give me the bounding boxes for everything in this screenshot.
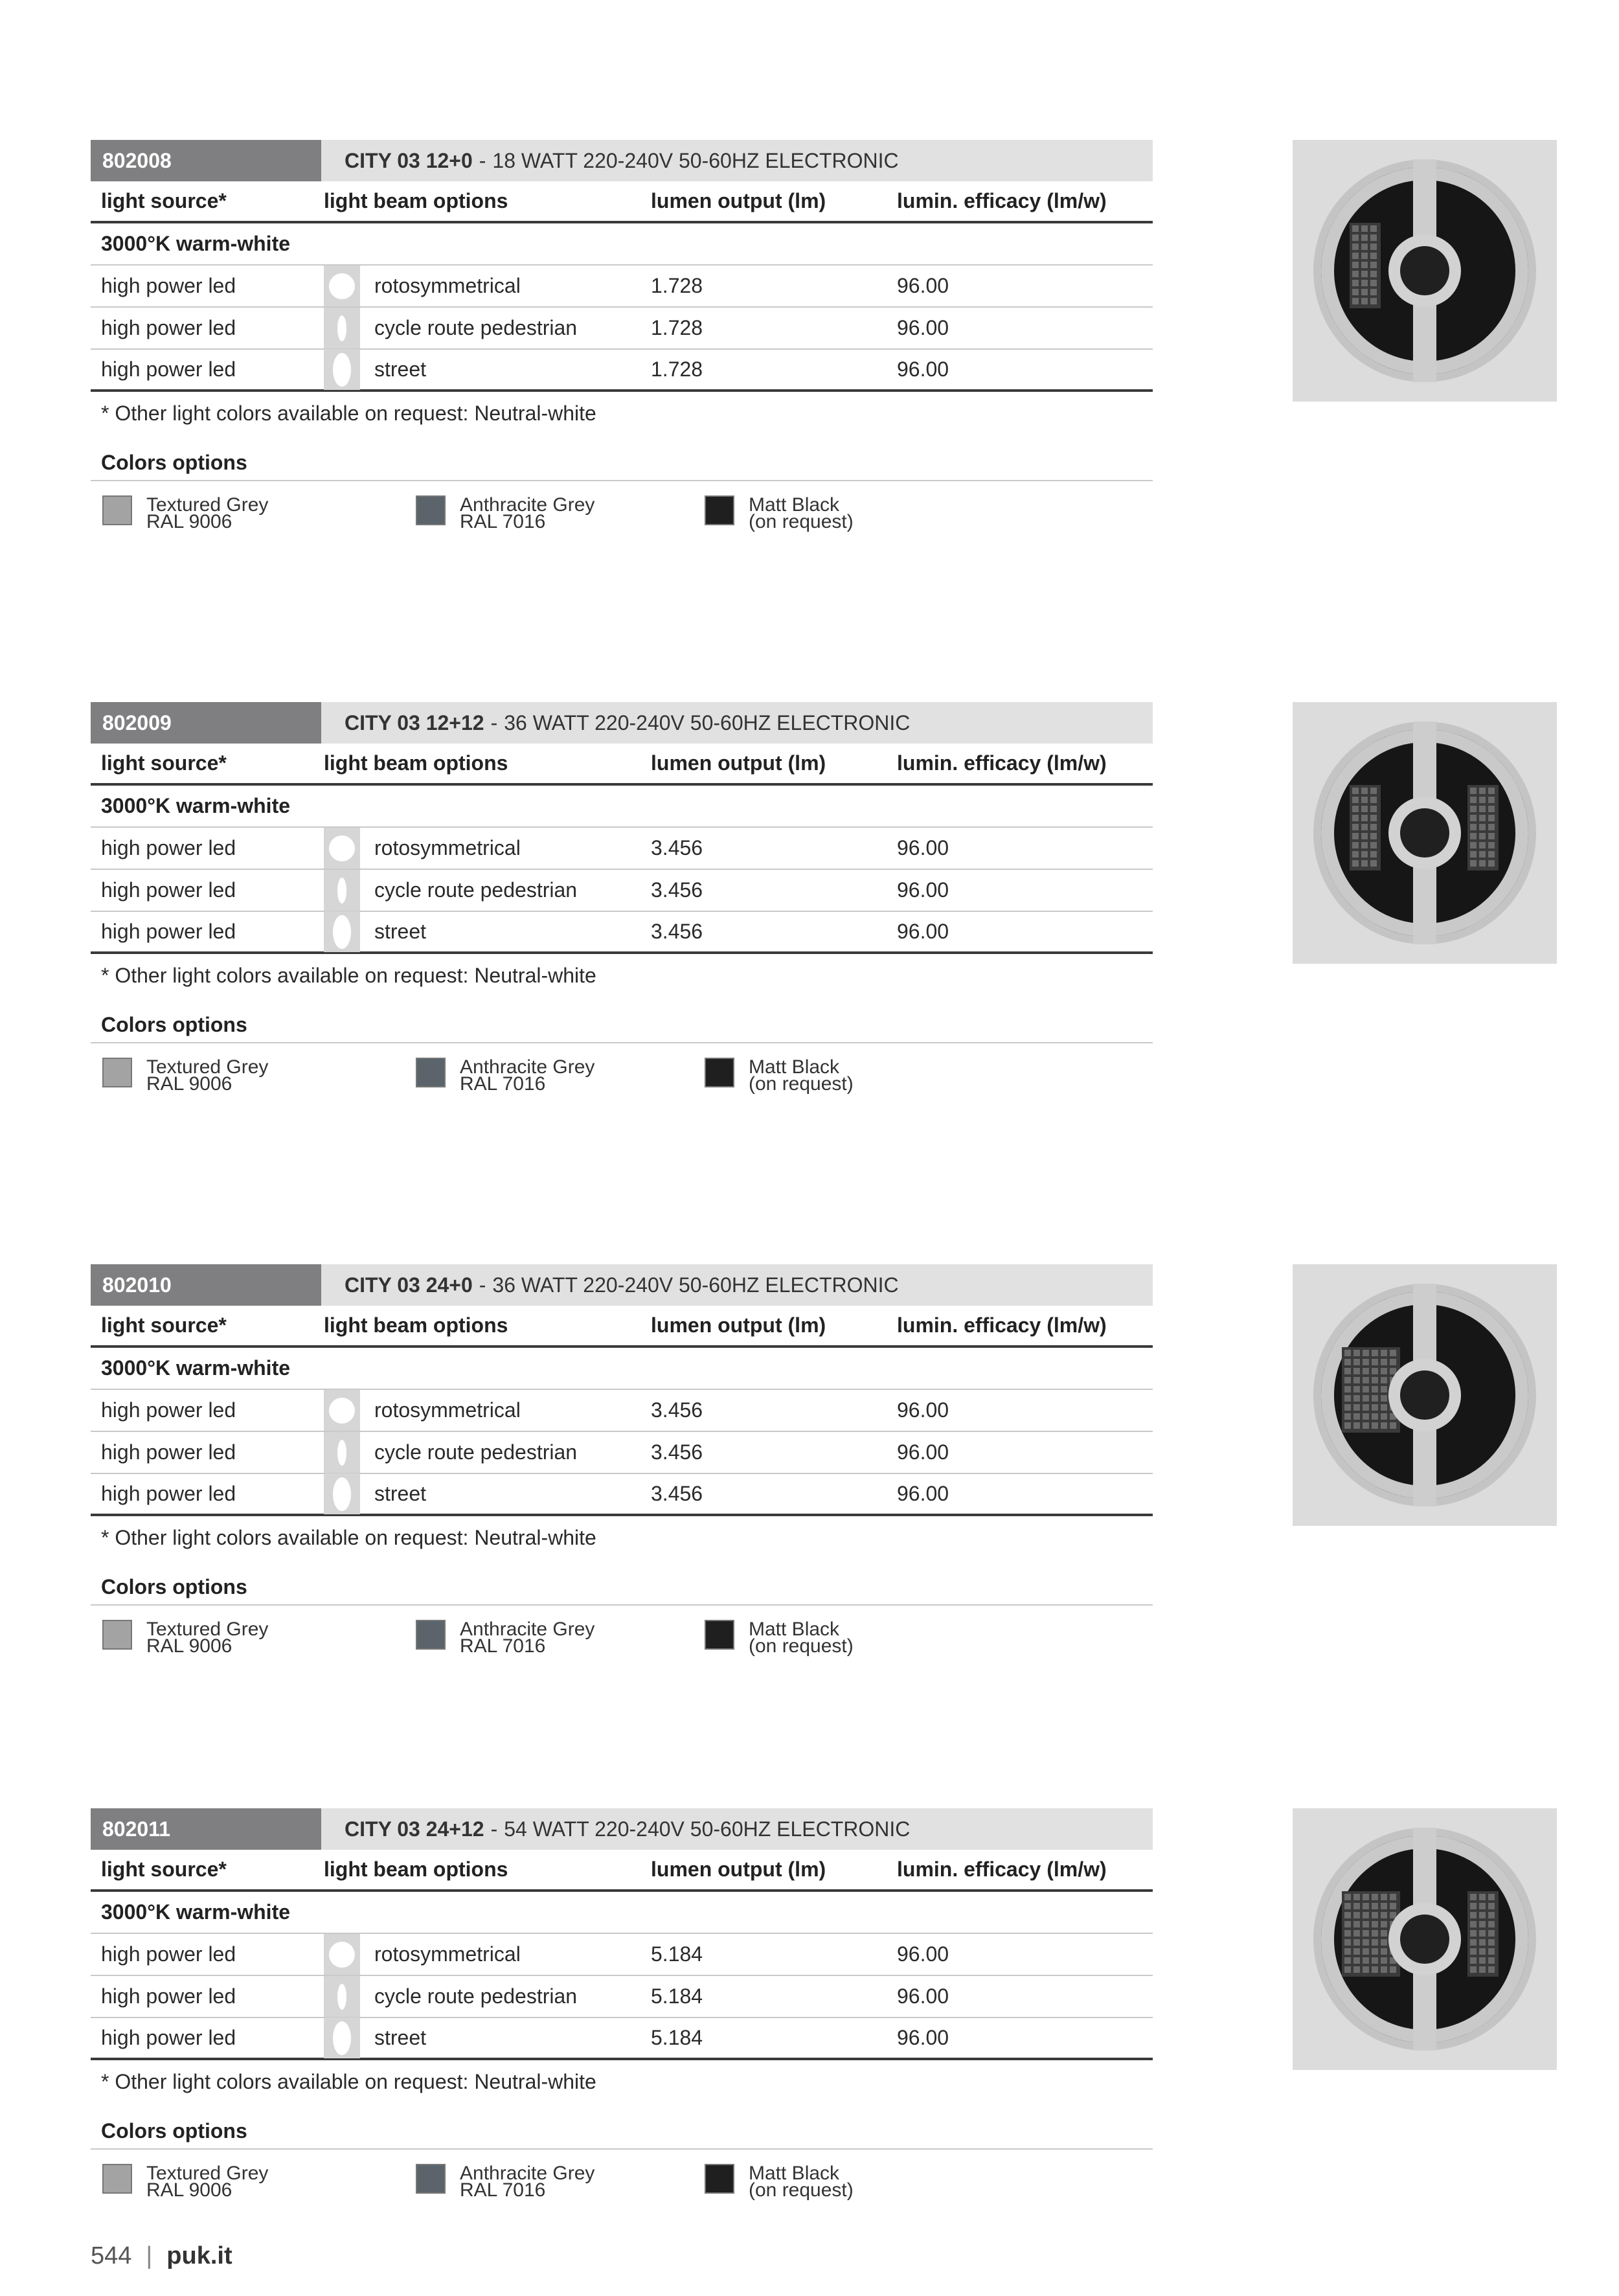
col-lumen: lumen output (lm) xyxy=(651,1313,826,1337)
color-swatch xyxy=(705,1058,854,1093)
color-temp-row xyxy=(91,1892,1153,1934)
spec-table xyxy=(91,1808,1153,2201)
availability-note: * Other light colors available on request: Neutral-white xyxy=(101,401,596,425)
color-swatches xyxy=(91,2150,1153,2201)
spec-row xyxy=(91,308,1153,350)
light-source-cell: high power led xyxy=(101,1942,236,1966)
lumen-output-cell: 3.456 xyxy=(651,1482,703,1505)
color-swatch xyxy=(416,1620,594,1655)
color-temp-row xyxy=(91,1348,1153,1390)
color-code: (on request) xyxy=(749,2179,854,2201)
col-beam: light beam options xyxy=(324,1858,508,1881)
light-source-cell: high power led xyxy=(101,1482,236,1505)
spec-row xyxy=(91,266,1153,308)
color-code: (on request) xyxy=(749,511,854,532)
product-title: CITY 03 24+12 - 54 WATT 220-240V 50-60HZ ELECTRONIC xyxy=(345,1817,911,1841)
lumen-output-cell: 1.728 xyxy=(651,358,703,381)
light-source-cell: high power led xyxy=(101,920,236,943)
color-code: RAL 9006 xyxy=(146,1635,232,1657)
col-efficacy: lumin. efficacy (lm/w) xyxy=(897,189,1107,212)
efficacy-cell: 96.00 xyxy=(897,1482,949,1505)
street-beam-icon xyxy=(324,1473,360,1514)
product-header xyxy=(91,140,1153,181)
color-swatch xyxy=(416,2164,594,2199)
model-name: CITY 03 12+12 xyxy=(345,710,484,734)
cycle-route-beam-icon xyxy=(324,870,360,911)
availability-note: * Other light colors available on request: Neutral-white xyxy=(101,1525,596,1549)
col-light-source: light source* xyxy=(101,189,227,212)
street-beam-icon xyxy=(324,2018,360,2058)
spec-row xyxy=(91,870,1153,912)
col-beam: light beam options xyxy=(324,189,508,212)
street-beam-icon xyxy=(324,349,360,390)
product-header xyxy=(91,1808,1153,1850)
spec-row xyxy=(91,828,1153,870)
lumen-output-cell: 3.456 xyxy=(651,1398,703,1422)
page-footer xyxy=(91,2242,232,2270)
lumen-output-cell: 3.456 xyxy=(651,920,703,943)
color-chip xyxy=(705,2164,734,2194)
lumen-output-cell: 1.728 xyxy=(651,316,703,339)
color-chip xyxy=(102,1058,132,1087)
color-name: Textured Grey xyxy=(146,2163,269,2184)
col-beam: light beam options xyxy=(324,751,508,775)
cycle-route-beam-icon xyxy=(324,1976,360,2017)
page-number: 544 xyxy=(91,2242,132,2269)
beam-option-cell: rotosymmetrical xyxy=(374,836,521,859)
color-name: Matt Black xyxy=(749,1619,840,1640)
color-name: Anthracite Grey xyxy=(460,1056,595,1078)
product-code: 802008 xyxy=(91,140,321,181)
color-swatch xyxy=(416,495,594,530)
product-title: CITY 03 24+0 - 36 WATT 220-240V 50-60HZ ELECTRONIC xyxy=(345,1273,899,1297)
color-chip xyxy=(416,1620,446,1650)
efficacy-cell: 96.00 xyxy=(897,2026,949,2049)
lumen-output-cell: 5.184 xyxy=(651,1942,703,1966)
light-source-cell: high power led xyxy=(101,2026,236,2049)
spec-row xyxy=(91,1432,1153,1474)
cycle-route-beam-icon xyxy=(324,308,360,348)
col-light-source: light source* xyxy=(101,751,227,775)
color-temp-row xyxy=(91,223,1153,266)
rotosymmetrical-beam-icon xyxy=(324,266,360,306)
color-swatches xyxy=(91,481,1153,533)
efficacy-cell: 96.00 xyxy=(897,358,949,381)
col-lumen: lumen output (lm) xyxy=(651,751,826,775)
color-temp-row xyxy=(91,786,1153,828)
col-light-source: light source* xyxy=(101,1858,227,1881)
color-swatch xyxy=(416,1058,594,1093)
color-chip xyxy=(102,1620,132,1650)
efficacy-cell: 96.00 xyxy=(897,920,949,943)
colors-options-label: Colors options xyxy=(91,1565,1153,1606)
light-source-cell: high power led xyxy=(101,878,236,902)
color-code: RAL 7016 xyxy=(460,1635,546,1657)
cycle-route-beam-icon xyxy=(324,1432,360,1473)
efficacy-cell: 96.00 xyxy=(897,1984,949,2008)
spec-row xyxy=(91,2018,1153,2060)
beam-option-cell: street xyxy=(374,2026,427,2049)
beam-option-cell: street xyxy=(374,920,427,943)
color-code: RAL 9006 xyxy=(146,1073,232,1095)
product-code: 802011 xyxy=(91,1808,321,1850)
color-chip xyxy=(416,495,446,525)
color-swatches xyxy=(91,1606,1153,1657)
product-photo xyxy=(1293,140,1557,402)
lumen-output-cell: 3.456 xyxy=(651,836,703,859)
col-beam: light beam options xyxy=(324,1313,508,1337)
product-block xyxy=(0,702,1619,1168)
efficacy-cell: 96.00 xyxy=(897,1942,949,1966)
color-code: RAL 7016 xyxy=(460,2179,546,2201)
color-swatch xyxy=(102,495,268,530)
product-photo xyxy=(1293,1808,1557,2070)
color-code: RAL 7016 xyxy=(460,511,546,532)
color-code: (on request) xyxy=(749,1635,854,1657)
product-block xyxy=(0,1264,1619,1731)
color-name: Anthracite Grey xyxy=(460,2163,595,2184)
color-swatch xyxy=(705,495,854,530)
color-name: Textured Grey xyxy=(146,494,269,516)
color-chip xyxy=(416,2164,446,2194)
color-swatch xyxy=(102,2164,268,2199)
color-swatch xyxy=(705,1620,854,1655)
color-name: Textured Grey xyxy=(146,1056,269,1078)
rotosymmetrical-beam-icon xyxy=(324,828,360,869)
color-code: RAL 7016 xyxy=(460,1073,546,1095)
rotosymmetrical-beam-icon xyxy=(324,1934,360,1975)
beam-option-cell: rotosymmetrical xyxy=(374,1942,521,1966)
product-photo xyxy=(1293,1264,1557,1526)
color-chip xyxy=(416,1058,446,1087)
beam-option-cell: street xyxy=(374,358,427,381)
spec-row xyxy=(91,350,1153,392)
beam-option-cell: cycle route pedestrian xyxy=(374,316,578,339)
product-photo xyxy=(1293,702,1557,964)
spec-row xyxy=(91,1934,1153,1976)
spec-table xyxy=(91,140,1153,533)
col-efficacy: lumin. efficacy (lm/w) xyxy=(897,1313,1107,1337)
light-source-cell: high power led xyxy=(101,316,236,339)
model-spec: 36 WATT 220-240V 50-60HZ ELECTRONIC xyxy=(492,1273,899,1297)
model-spec: 36 WATT 220-240V 50-60HZ ELECTRONIC xyxy=(504,710,911,734)
col-efficacy: lumin. efficacy (lm/w) xyxy=(897,1858,1107,1881)
efficacy-cell: 96.00 xyxy=(897,878,949,902)
beam-option-cell: cycle route pedestrian xyxy=(374,878,578,902)
product-block xyxy=(0,1808,1619,2275)
color-temp-label: 3000°K warm-white xyxy=(101,1900,291,1924)
spec-row xyxy=(91,1474,1153,1516)
availability-note: * Other light colors available on request: Neutral-white xyxy=(101,2069,596,2093)
efficacy-cell: 96.00 xyxy=(897,316,949,339)
efficacy-cell: 96.00 xyxy=(897,274,949,297)
model-name: CITY 03 24+0 xyxy=(345,1273,473,1297)
product-title: CITY 03 12+12 - 36 WATT 220-240V 50-60HZ ELECTRONIC xyxy=(345,710,911,734)
site-link[interactable]: puk.it xyxy=(166,2242,232,2269)
light-source-cell: high power led xyxy=(101,1398,236,1422)
street-beam-icon xyxy=(324,911,360,952)
spec-row xyxy=(91,1390,1153,1432)
color-code: RAL 9006 xyxy=(146,511,232,532)
lumen-output-cell: 3.456 xyxy=(651,1440,703,1464)
col-light-source: light source* xyxy=(101,1313,227,1337)
color-swatch xyxy=(705,2164,854,2199)
column-header-row xyxy=(91,1850,1153,1892)
col-efficacy: lumin. efficacy (lm/w) xyxy=(897,751,1107,775)
color-swatch xyxy=(102,1620,268,1655)
column-header-row xyxy=(91,744,1153,786)
rotosymmetrical-beam-icon xyxy=(324,1390,360,1431)
col-lumen: lumen output (lm) xyxy=(651,189,826,212)
footer-separator: | xyxy=(146,2242,153,2269)
beam-option-cell: cycle route pedestrian xyxy=(374,1984,578,2008)
color-name: Textured Grey xyxy=(146,1619,269,1640)
product-code: 802009 xyxy=(91,702,321,744)
lumen-output-cell: 5.184 xyxy=(651,1984,703,2008)
col-lumen: lumen output (lm) xyxy=(651,1858,826,1881)
beam-option-cell: cycle route pedestrian xyxy=(374,1440,578,1464)
color-name: Matt Black xyxy=(749,1056,840,1078)
model-spec: 54 WATT 220-240V 50-60HZ ELECTRONIC xyxy=(504,1817,911,1841)
model-name: CITY 03 12+0 xyxy=(345,148,473,172)
model-name: CITY 03 24+12 xyxy=(345,1817,484,1841)
colors-options-label: Colors options xyxy=(91,1003,1153,1043)
color-chip xyxy=(102,2164,132,2194)
colors-options-label: Colors options xyxy=(91,441,1153,481)
color-temp-label: 3000°K warm-white xyxy=(101,232,291,255)
color-code: RAL 9006 xyxy=(146,2179,232,2201)
beam-option-cell: street xyxy=(374,1482,427,1505)
lumen-output-cell: 5.184 xyxy=(651,2026,703,2049)
lumen-output-cell: 3.456 xyxy=(651,878,703,902)
product-title: CITY 03 12+0 - 18 WATT 220-240V 50-60HZ ELECTRONIC xyxy=(345,148,899,172)
color-name: Anthracite Grey xyxy=(460,1619,595,1640)
color-name: Matt Black xyxy=(749,494,840,516)
column-header-row xyxy=(91,181,1153,223)
colors-options-label: Colors options xyxy=(91,2109,1153,2150)
color-chip xyxy=(705,1620,734,1650)
beam-option-cell: rotosymmetrical xyxy=(374,1398,521,1422)
spec-table xyxy=(91,1264,1153,1657)
column-header-row xyxy=(91,1306,1153,1348)
color-temp-label: 3000°K warm-white xyxy=(101,794,291,817)
light-source-cell: high power led xyxy=(101,274,236,297)
color-code: (on request) xyxy=(749,1073,854,1095)
efficacy-cell: 96.00 xyxy=(897,1398,949,1422)
light-source-cell: high power led xyxy=(101,1984,236,2008)
light-source-cell: high power led xyxy=(101,1440,236,1464)
model-spec: 18 WATT 220-240V 50-60HZ ELECTRONIC xyxy=(492,148,899,172)
lumen-output-cell: 1.728 xyxy=(651,274,703,297)
spec-row xyxy=(91,912,1153,954)
beam-option-cell: rotosymmetrical xyxy=(374,274,521,297)
color-chip xyxy=(705,495,734,525)
product-block xyxy=(0,140,1619,606)
color-swatches xyxy=(91,1043,1153,1095)
spec-table xyxy=(91,702,1153,1095)
light-source-cell: high power led xyxy=(101,836,236,859)
efficacy-cell: 96.00 xyxy=(897,1440,949,1464)
color-name: Anthracite Grey xyxy=(460,494,595,516)
product-header xyxy=(91,702,1153,744)
color-name: Matt Black xyxy=(749,2163,840,2184)
color-swatch xyxy=(102,1058,268,1093)
spec-row xyxy=(91,1976,1153,2018)
color-temp-label: 3000°K warm-white xyxy=(101,1356,291,1380)
color-chip xyxy=(705,1058,734,1087)
availability-note: * Other light colors available on request: Neutral-white xyxy=(101,963,596,987)
color-chip xyxy=(102,495,132,525)
product-code: 802010 xyxy=(91,1264,321,1306)
efficacy-cell: 96.00 xyxy=(897,836,949,859)
light-source-cell: high power led xyxy=(101,358,236,381)
product-header xyxy=(91,1264,1153,1306)
